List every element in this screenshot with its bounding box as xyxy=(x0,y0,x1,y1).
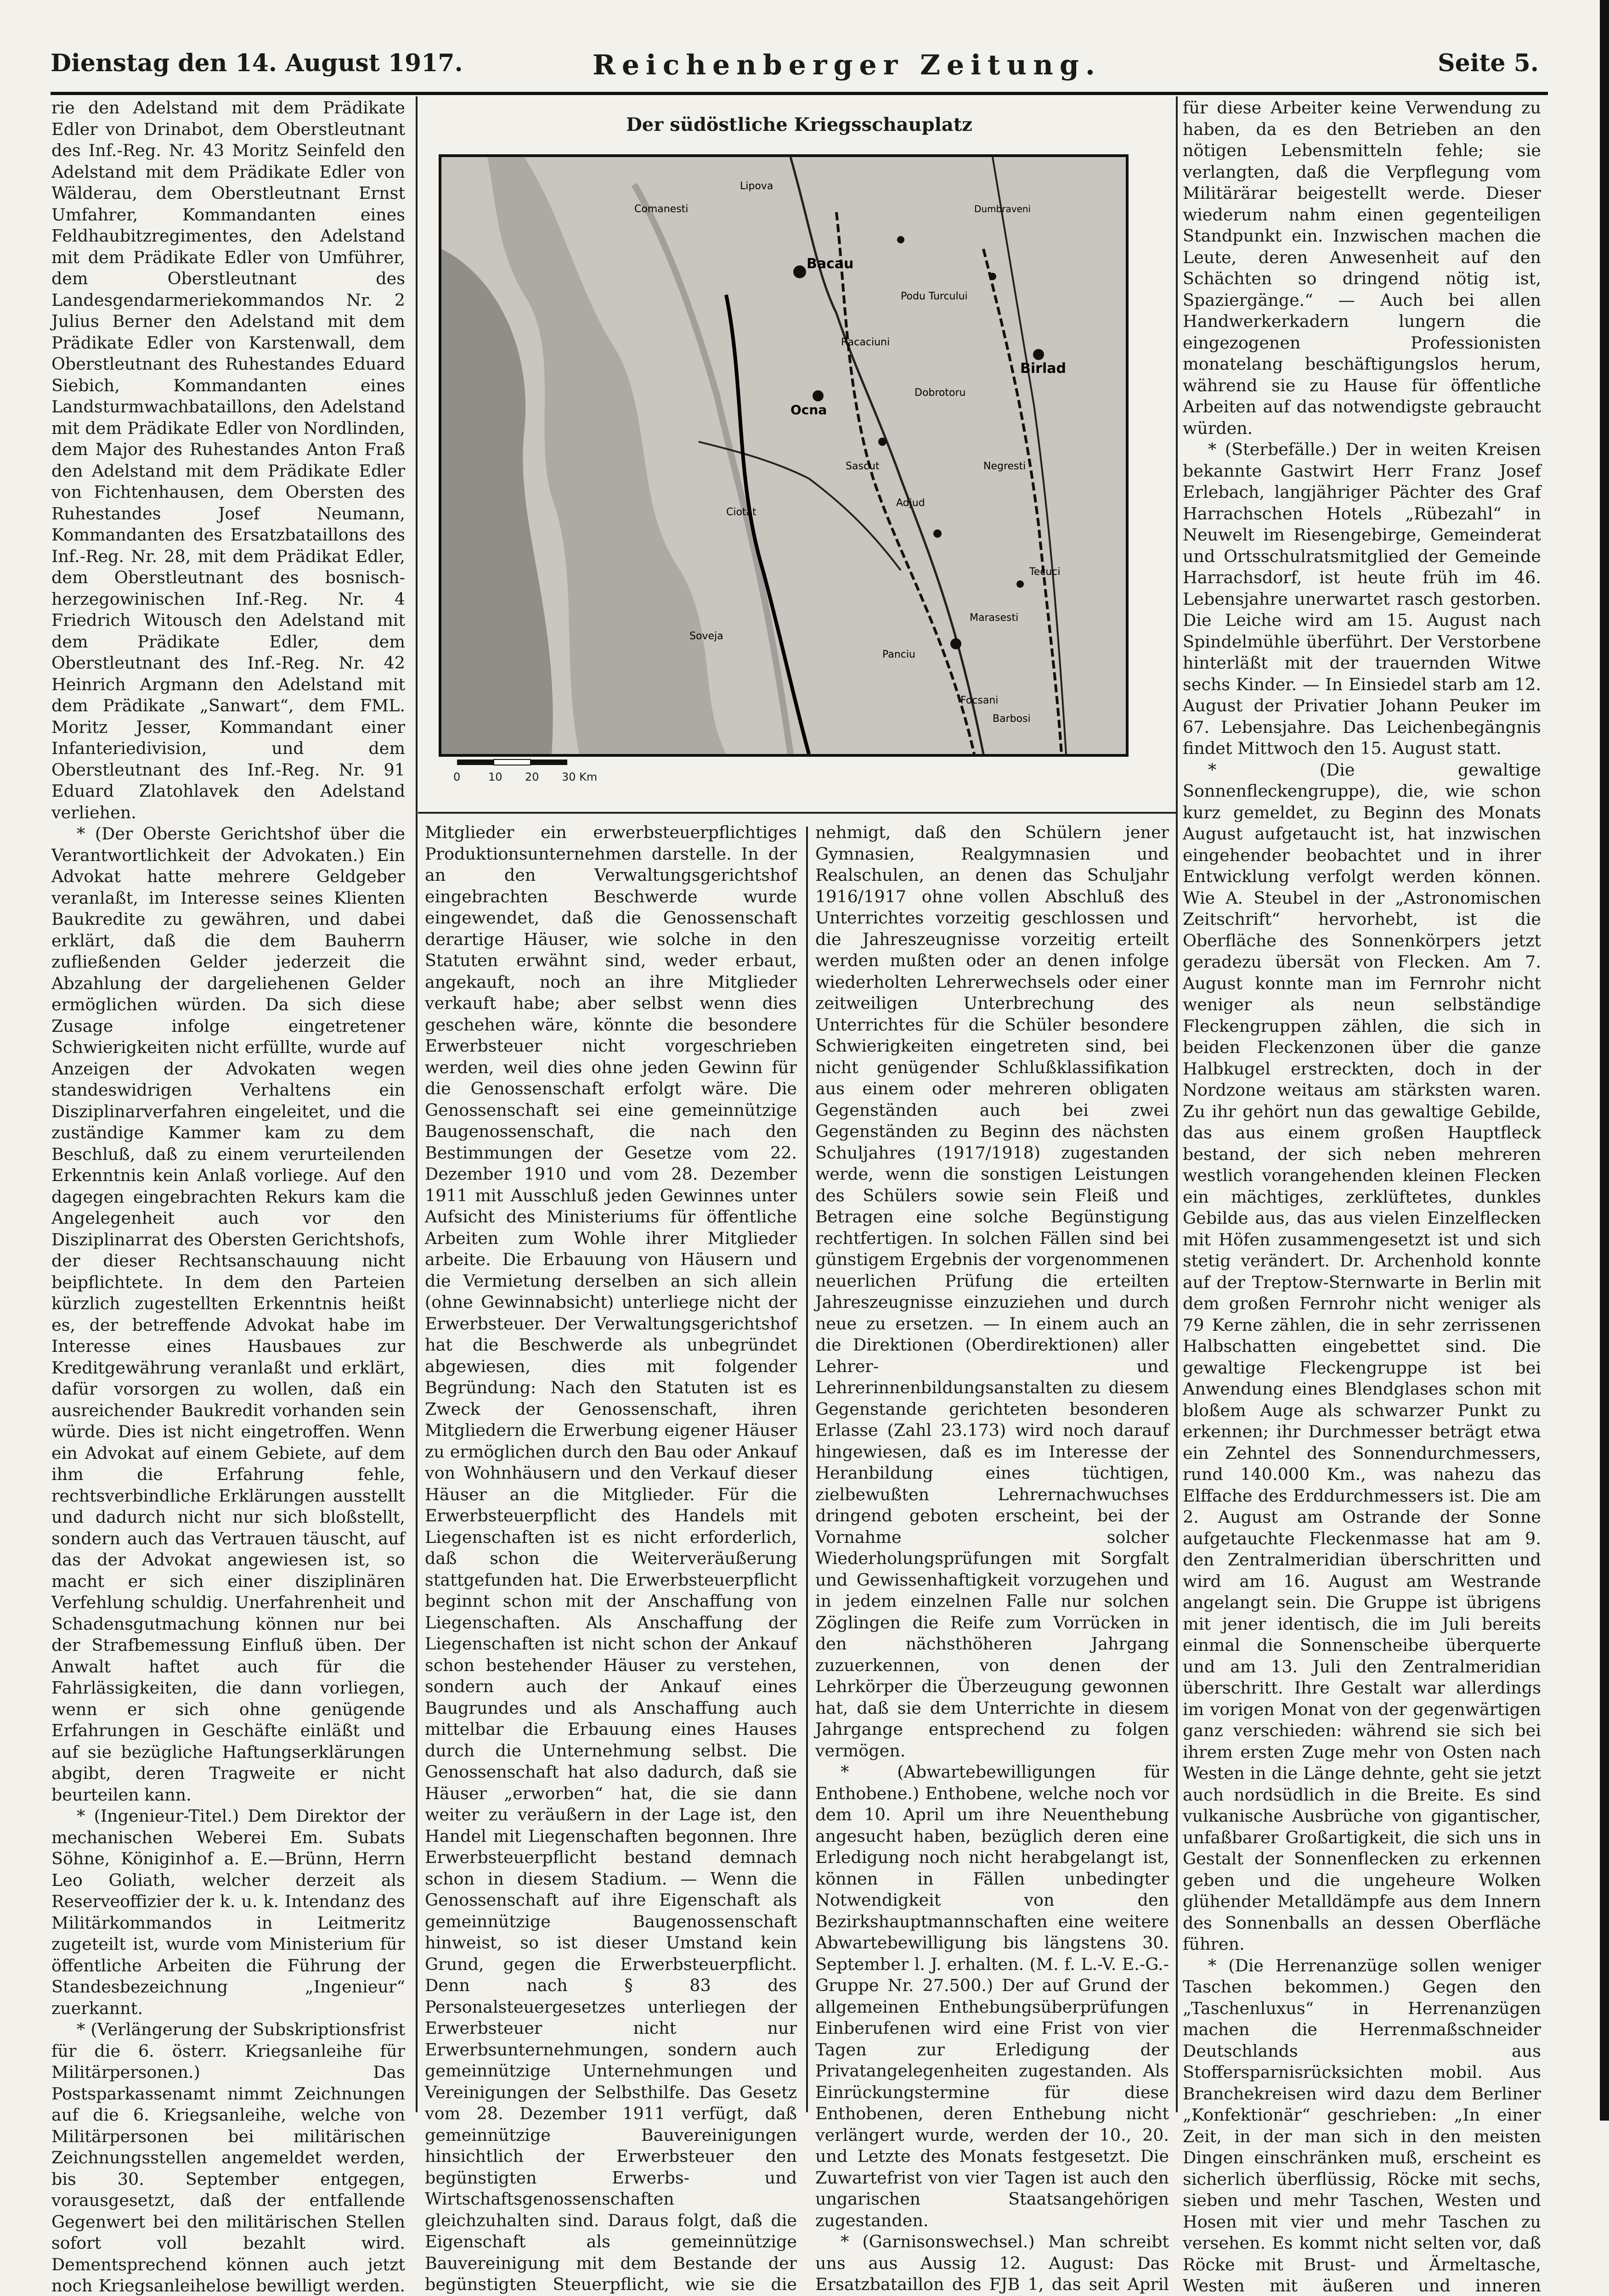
article-column-2 xyxy=(425,822,797,2112)
column-rule xyxy=(806,827,808,2112)
newspaper-title: Reichenberger Zeitung. xyxy=(593,49,1101,81)
map-place-label: Bacau xyxy=(807,256,854,272)
article-paragraph: * (Die Herrenanzüge sollen weniger Taschen bekommen.) Gegen den „Taschenluxus“ in Herrenanzügen machen die Herrenmaßschneider Deutschlands aus Stoffersparnisrücksichten mobil. Aus Branchekreisen wird dazu dem Berliner „Konfektionär“ geschrieben: „In einer Zeit, in der man sich in den meisten Dingen einschränken muß, erscheint es sicherlich überflüssig, Röcke mit sechs, sieben und mehr Taschen, Westen und Hosen mit vier und mehr Taschen zu versehen. Es kommt nicht selten vor, daß Röcke mit Brust- und Ärmeltasche, Westen mit äußeren und inneren xyxy=(1183,1955,1541,2296)
map-place-label: Marasesti xyxy=(970,612,1018,624)
map-image xyxy=(439,154,1129,757)
map-place-label: Ocna xyxy=(790,402,827,417)
map-title: Der südöstliche Kriegsschauplatz xyxy=(429,114,1169,135)
map-place-label: Racaciuni xyxy=(841,337,890,348)
article-paragraph: Mitglieder ein erwerbsteuerpflichtiges Produktionsunternehmen darstelle. In der an den Verwaltungsgerichtshof eingebrachten Beschwerde wurde eingewendet, daß die Genossenschaft derartige Häuser, wie solche in den Statuten erwähnt sind, weder erbaut, angekauft, noch an ihre Mitglieder verkauft habe; aber selbst wenn dies geschehen wäre, könnte die besondere Erwerbsteuer nicht vorgeschrieben werden, weil dies ohne jeden Gewinn für die Genossenschaft erfolgt wäre. Die Genossenschaft sei eine gemeinnützige Baugenossenschaft, die nach den Bestimmungen der Gesetze vom 22. Dezember 1910 und vom 28. Dezember 1911 mit Ausschluß jeden Gewinnes unter Aufsicht des Ministeriums für öffentliche Arbeiten zum Wohle ihrer Mitglieder arbeite. Die Erbauung von Häusern und die Vermietung derselben an sich allein (ohne Gewinnabsicht) unterliege nicht der Erwerbsteuer. Der Verwaltungsgerichtshof hat die Beschwerde als unbegründet abgewiesen, dies mit folgender Begründung: Nach den Statuten ist es Zweck der Genossenschaft, ihren Mitgliedern die Erwerbung eigener Häuser zu ermöglichen durch den Bau oder Ankauf von Wohnhäusern und den Verkauf dieser Häuser an die Mitglieder. Für die Erwerbsteuerpflicht des Handels mit Liegenschaften ist es nicht erforderlich, daß schon die Weiterveräußerung stattgefunden hat. Die Erwerbsteuerpflicht beginnt schon mit der Anschaffung von Liegenschaften. Als Anschaffung der Liegenschaften ist nicht schon der Ankauf schon bestehender Häuser zu verstehen, sondern auch der Ankauf eines Baugrundes und als Anschaffung auch mittelbar die Erbauung eines Hauses durch die Unternehmung selbst. Die Genossenschaft hat also dadurch, daß sie Häuser „erworben“ hat, die sie dann weiter zu veräußern in der Lage ist, den Handel mit Liegenschaften begonnen. Ihre Erwerbsteuerpflicht bestand demnach schon in diesem Stadium. — Wenn die Genossenschaft auf ihre Eigenschaft als gemeinnützige Baugenossenschaft hinweist, so ist dieser Umstand kein Grund, gegen die Erwerbsteuerpflicht. Denn nach § 83 des Personalsteuergesetzes unterliegen der Erwerbsteuer nicht nur Erwerbsunternehmungen, sondern auch gemeinnützige Unternehmungen und Vereinigungen der Selbsthilfe. Das Gesetz vom 28. Dezember 1911 verfügt, daß gemeinnützige Bauvereinigungen hinsichtlich der Erwerbsteuer den begünstigten Erwerbs- und Wirtschaftsgenossenschaften gleichzuhalten sind. Daraus folgt, daß die Eigenschaft als gemeinnützige Bauvereinigung mit dem Bestande der begünstigten Steuerpflicht, wie sie die xyxy=(425,822,797,2296)
column-rule xyxy=(1176,96,1178,2112)
scale-label: 10 xyxy=(488,771,502,783)
map-scale-bar xyxy=(448,756,723,783)
article-paragraph: * (Der Oberste Gerichtshof über die Verantwortlichkeit der Advokaten.) Ein Advokat hatte mehrere Geldgeber veranlaßt, im Interesse seines Klienten Baukredite zu gewähren, und dabei erklärt, daß die dem Bauherrn zufließenden Gelder jederzeit die Abzahlung der dargeliehenen Gelder ermöglichen würden. Da sich diese Zusage infolge eingetretener Schwierigkeiten nicht erfüllte, wurde auf Anzeigen der Advokaten wegen standeswidrigen Verhaltens ein Disziplinarverfahren eingeleitet, und die zuständige Kammer kam zu dem Beschluß, daß zu einem verurteilenden Erkenntnis kein Anlaß vorliege. Auf den dagegen eingebrachten Rekurs kam die Angelegenheit auch vor den Disziplinarrat des Obersten Gerichtshofs, der dieser Rechtsanschauung nicht beipflichtete. In dem den Parteien kürzlich zugestellten Erkenntnis heißt es, der betreffende Advokat habe im Interesse eines Hausbaues zur Kreditgewährung veranlaßt und erklärt, dafür vorsorgen zu wollen, daß ein ausreichender Baukredit vorhanden sein würde. Dies ist nicht eingetroffen. Wenn ein Advokat auf einem Gebiete, auf dem ihm die Erfahrung fehle, rechtsverbindliche Erklärungen ausstellt und dadurch nicht nur sich bloßstellt, sondern auch das Vertrauen täuscht, auf das der Advokat angewiesen ist, so macht er sich einer disziplinären Verfehlung schuldig. Unerfahrenheit und Schadensgutmachung können nur bei der Strafbemessung Einfluß üben. Der Anwalt haftet auch für die Fahrlässigkeiten, die dann vorliegen, wenn er sich ohne genügende Erfahrungen in Geschäfte einläßt und auf sie bezügliche Haftungserklärungen abgibt, deren Tragweite er nicht beurteilen kann. xyxy=(51,823,405,1806)
map-place-label: Podu Turcului xyxy=(901,291,968,302)
article-paragraph: * (Verlängerung der Subskriptionsfrist für die 6. österr. Kriegsanleihe für Militärpersonen.) Das Postsparkassenamt nimmt Zeichnungen auf die 6. Kriegsanleihe, welche von Militärpersonen bei militärischen Zeichnungsstellen angemeldet werden, bis 30. September entgegen, vorausgesetzt, daß der entfallende Gegenwert bei den militärischen Stellen sofort voll bezahlt wird. Dementsprechend können auch jetzt noch Kriegsanleihelose bewilligt werden. xyxy=(51,2019,405,2296)
map-place-label: Birlad xyxy=(1020,360,1066,377)
map-place-label: Dobrotoru xyxy=(915,387,965,399)
article-paragraph: rie den Adelstand mit dem Prädikate Edler von Drinabot, dem Oberstleutnant des Inf.-Reg. Nr. 43 Moritz Seinfeld den Adelstand mit dem Prädikate Edler von Wälderau, dem Oberstleutnant Ernst Umfahrer, Kommandanten eines Feldhaubitzregimentes, den Adelstand mit dem Prädikate Edler von Umführer, dem Oberstleutnant des Landesgendarmeriekommandos Nr. 2 Julius Berner den Adelstand mit dem Prädikate Edler von Karstenwall, dem Oberstleutnant des Ruhestandes Eduard Siebich, Kommandanten eines Landsturmwachbataillons, den Adelstand mit dem Prädikate Edler von Nordlinden, dem Major des Ruhestandes Anton Fraß den Adelstand mit dem Prädikate Edler von Fichtenhausen, dem Obersten des Ruhestandes Josef Neumann, Kommandanten des Ersatzbataillons des Inf.-Reg. Nr. 28, mit dem Prädikat Edler, dem Oberstleutnant des bosnisch-herzegowinischen Inf.-Reg. Nr. 4 Friedrich Witousch den Adelstand mit dem Prädikate Edler, dem Oberstleutnant des Inf.-Reg. Nr. 42 Heinrich Argmann den Adelstand mit dem Prädikate „Sanwart“, dem FML. Moritz Jesser, Kommandant einer Infanteriedivision, und dem Oberstleutnant des Inf.-Reg. Nr. 91 Eduard Zlatohlavek den Adelstand verliehen. xyxy=(51,97,405,823)
map-place-label: Panciu xyxy=(882,649,915,660)
map-place-label: Dumbraveni xyxy=(974,203,1031,214)
article-paragraph: * (Die gewaltige Sonnenfleckengruppe), die, wie schon kurz gemeldet, zu Beginn des Monats August aufgetaucht ist, hat inzwischen eingehender beobachtet und in ihrer Entwicklung verfolgt werden können. Wie A. Steubel in der „Astronomischen Zeitschrift“ hervorhebt, ist die Oberfläche des Sonnenkörpers jetzt geradezu übersät von Flecken. Am 7. August konnte man im Fernrohr nicht weniger als neun selbständige Fleckengruppen zählen, die sich in beiden Fleckenzonen über die ganze Halbkugel erstreckten, doch in der Nordzone weitaus am stärksten waren. Zu ihr gehört nun das gewaltige Gebilde, das aus einem großen Hauptfleck bestand, der sich neben mehreren westlich vorangehenden kleinen Flecken ein mächtiges, zerklüftetes, dunkles Gebilde aus, das aus vielen Einzelflecken mit Höfen zusammengesetzt ist und sich stetig verändert. Dr. Archenhold konnte auf der Treptow-Sternwarte in Berlin mit dem großen Fernrohr nicht weniger als 79 Kerne zählen, die in sehr zerrissenen Halbschatten eingebettet sind. Die gewaltige Fleckengruppe ist bei Anwendung eines Blendglases schon mit bloßem Auge als schwarzer Punkt zu erkennen; ihr Durchmesser beträgt etwa ein Zehntel des Sonnendurchmessers, rund 140.000 Km., was nahezu das Elffache des Erddurchmessers ist. Die am 2. August am Ostrande der Sonne aufgetauchte Fleckenmasse hat am 9. den Zentralmeridian überschritten und wird am 16. August am Westrande angelangt sein. Die Gruppe ist übrigens mit jener identisch, die im Juli bereits einmal die Sonnenscheibe überquerte und am 13. Juli den Zentralmeridian überschritt. Ihre Gestalt war allerdings im vorigen Monat von der gegenwärtigen ganz verschieden: während sie sich bei ihrem ersten Zuge mehr von Osten nach Westen in die Länge dehnte, geht sie jetzt auch nordsüdlich in die Breite. Es sind vulkanische Ausbrüche von gigantischer, unfaßbarer Großartigkeit, die sich uns in Gestalt der Sonnenflecken zu erkennen geben und die ungeheure Wolken glühender Metalldämpfe aus dem Innern des Sonnenballs an dessen Oberfläche führen. xyxy=(1183,760,1541,1955)
column-rule xyxy=(416,96,418,2112)
article-column-3 xyxy=(815,822,1169,2112)
war-map xyxy=(429,114,1169,807)
scale-label: 30 Km xyxy=(562,771,597,783)
scale-label: 20 xyxy=(525,771,539,783)
page-edge xyxy=(1600,0,1609,2121)
map-place-label: Adjud xyxy=(896,497,925,509)
article-paragraph: für diese Arbeiter keine Verwendung zu haben, da es den Betrieben an den nötigen Lebensmitteln fehle; sie verlangten, daß die Verpflegung vom Militärärar beigestellt werde. Dieser wiederum nahm einen gegenteiligen Standpunkt ein. Inzwischen machen die Leute, deren Anwesenheit auf den Schächten so dringend nötig ist, Spaziergänge.“ — Auch bei allen Handwerkerkadern lungern die eingezogenen Professionisten monatelang beschäftigungslos herum, während sie zu Hause für öffentliche Arbeiten auf das notwendigste gebraucht würden. xyxy=(1183,97,1541,439)
map-place-label: Sascut xyxy=(846,461,880,472)
article-paragraph: * (Ingenieur-Titel.) Dem Direktor der mechanischen Weberei Em. Subats Söhne, Königinhof a. E.—Brünn, Herrn Leo Goliath, welcher derzeit als Reserveoffizier der k. u. k. Intendanz des Militärkommandos in Leitmeritz zugeteilt ist, wurde vom Ministerium für öffentliche Arbeiten die Führung der Standesbezeichnung „Ingenieur“ zuerkannt. xyxy=(51,1806,405,2019)
map-place-label: Lipova xyxy=(740,180,773,192)
map-place-label: Tecuci xyxy=(1029,566,1060,578)
page-number: Seite 5. xyxy=(1438,49,1539,77)
article-column-1 xyxy=(51,97,405,2113)
map-place-label: Negresti xyxy=(983,461,1026,472)
article-paragraph: nehmigt, daß den Schülern jener Gymnasien, Realgymnasien und Realschulen, an denen das Schuljahr 1916/1917 ohne vollen Abschluß des Unterrichtes vorzeitig geschlossen und die Jahreszeugnisse vorzeitig erteilt werden mußten oder an denen infolge wiederholten Lehrerwechsels oder einer zeitweiligen Unterbrechung des Unterrichtes für die Schüler besondere Schwierigkeiten eingetreten sind, bei nicht genügender Schlußklassifikation aus einem oder mehreren obligaten Gegenständen auch bei zwei Gegenständen zu Beginn des nächsten Schuljahres (1917/1918) zugestanden werde, wenn die sonstigen Leistungen des Schülers sowie sein Fleiß und Betragen eine solche Begünstigung rechtfertigen. In solchen Fällen sind bei günstigem Ergebnis der vorgenommenen neuerlichen Prüfung die erteilten Jahreszeugnisse einzuziehen und durch neue zu ersetzen. — In einem auch an die Direktionen (Oberdirektionen) aller Lehrer- und Lehrerinnenbildungsanstalten zu diesem Gegenstande gerichteten besonderen Erlasse (Zahl 23.173) wird noch darauf hingewiesen, daß es im Interesse der Heranbildung eines tüchtigen, zielbewußten Lehrernachwuchses dringend geboten erscheint, bei der Vornahme solcher Wiederholungsprüfungen mit Sorgfalt und Gewissenhaftigkeit vorzugehen und in jedem einzelnen Falle nur solchen Zöglingen die Reife zum Vorrücken in den nächsthöheren Jahrgang zuzuerkennen, von denen der Lehrkörper die Überzeugung gewonnen hat, daß sie dem Unterrichte in diesem Jahrgange entsprechend zu folgen vermögen. xyxy=(815,822,1169,1761)
scale-label: 0 xyxy=(453,771,460,783)
masthead xyxy=(51,44,1548,95)
map-place-label: Focsani xyxy=(960,695,998,706)
article-paragraph: * (Garnisonswechsel.) Man schreibt uns aus Aussig 12. August: Das Ersatzbataillon des FJB 1, das seit April xyxy=(815,2231,1169,2296)
map-drawing xyxy=(441,157,1126,754)
map-place-label: Ciotat xyxy=(726,506,757,518)
map-place-label: Comanesti xyxy=(634,203,688,215)
map-place-label: Soveja xyxy=(689,630,723,642)
issue-date: Dienstag den 14. August 1917. xyxy=(51,49,463,77)
map-figure xyxy=(439,154,1160,871)
article-paragraph: * (Sterbefälle.) Der in weiten Kreisen bekannte Gastwirt Herr Franz Josef Erlebach, langjähriger Pächter des Graf Harrachschen Hotels „Rübezahl“ in Neuwelt im Riesengebirge, Gemeinderat und Ortsschulratsmitglied der Gemeinde Harrachsdorf, ist heute früh im 46. Lebensjahre unerwartet rasch gestorben. Die Leiche wird am 15. August nach Spindelmühle überführt. Der Verstorbene hinterläßt mit der trauernden Witwe sechs Kinder. — In Einsiedel starb am 12. August der Privatier Johann Peuker im 67. Lebensjahre. Das Leichenbegängnis findet Mittwoch den 15. August statt. xyxy=(1183,439,1541,760)
map-place-label: Barbosi xyxy=(993,713,1031,725)
article-paragraph: * (Abwartebewilligungen für Enthobene.) Enthobene, welche noch vor dem 10. April um ihre Neuenthebung angesucht haben, bezüglich deren eine Erledigung noch nicht herabgelangt ist, können in Fällen unbedingter Notwendigkeit von den Bezirkshauptmannschaften eine weitere Abwartebewilligung bis längstens 30. September l. J. erhalten. (M. f. L.-V. E.-G.-Gruppe Nr. 27.500.) Der auf Grund der allgemeinen Enthebungsüberprüfungen Einberufenen wird eine Frist von vier Tagen zur Erledigung der Privatangelegenheiten zugestanden. Als Einrückungstermine für diese Enthobenen, deren Enthebung nicht verlängert wurde, werden der 10., 20. und Letzte des Monats festgesetzt. Die Zuwartefrist von vier Tagen ist auch den ungarischen Staatsangehörigen zugestanden. xyxy=(815,1761,1169,2231)
article-column-4 xyxy=(1183,97,1541,2113)
